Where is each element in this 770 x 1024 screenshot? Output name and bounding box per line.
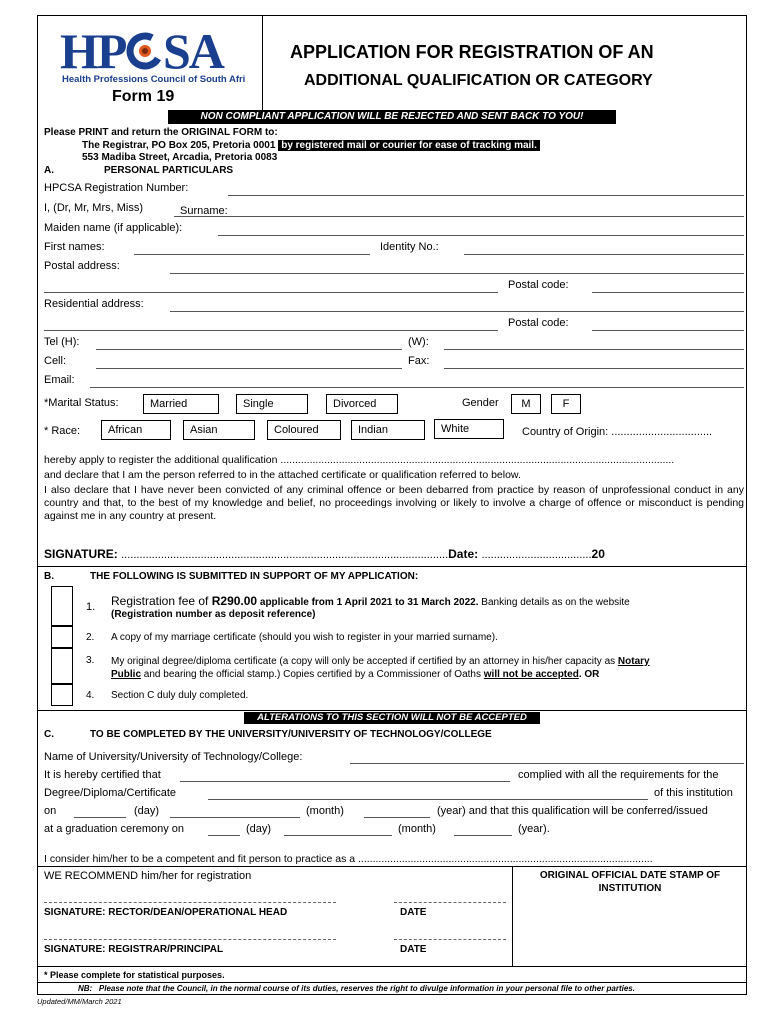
on-label: on [44, 805, 57, 817]
section-c-letter: C. [44, 729, 54, 740]
degree-field[interactable] [208, 799, 648, 800]
section-b-title: THE FOLLOWING IS SUBMITTED IN SUPPORT OF MY APPLICATION: [90, 571, 419, 582]
item-1-text [111, 594, 630, 608]
frame-top [37, 15, 747, 16]
degree-label: Degree/Diploma/Certificate [44, 787, 177, 799]
marital-label: *Marital Status: [44, 397, 119, 409]
race-option-white[interactable]: White [434, 419, 504, 439]
nb-text: Please note that the Council, in the normal course of its duties, reserves the right to divulge information in your personal file to other parties. [98, 984, 635, 993]
race-option-coloured[interactable]: Coloured [267, 420, 341, 440]
gender-option-f[interactable]: F [551, 394, 581, 414]
notary-word: Notary [617, 656, 650, 667]
gender-option-m[interactable]: M [511, 394, 541, 414]
conferred-year-field[interactable] [364, 817, 430, 818]
competent-person-text[interactable]: I consider him/her to be a competent and fit person to practice as a ..................................................................................................... [44, 853, 653, 865]
race-option-african[interactable]: African [101, 420, 171, 440]
item-1-number: 1. [86, 601, 96, 613]
item-3-or: . OR [578, 669, 600, 680]
signature-row [44, 547, 605, 561]
ceremony-day-field[interactable] [208, 835, 240, 836]
item-4-number: 4. [86, 690, 95, 701]
postal-code-field-2[interactable] [592, 330, 744, 331]
residential-field-1[interactable] [170, 311, 744, 312]
hpcsa-logo [60, 24, 245, 91]
statistical-note: * Please complete for statistical purposes. [44, 970, 225, 980]
tel-work-label: (W): [408, 336, 429, 348]
university-name-label: Name of University/University of Technology/College: [44, 751, 303, 763]
updated-note: Updated/MM/March 2021 [37, 997, 122, 1006]
marital-option-divorced[interactable]: Divorced [326, 394, 398, 414]
item-3-number: 3. [86, 655, 95, 666]
checkbox-item-1[interactable] [51, 586, 73, 626]
registrar-address [82, 140, 540, 151]
item-3-text [111, 655, 741, 681]
return-instruction: Please PRINT and return the ORIGINAL FORM to: [44, 127, 278, 138]
tel-work-field[interactable] [444, 349, 744, 350]
registration-fee: R290.00 [211, 594, 258, 608]
race-option-asian[interactable]: Asian [183, 420, 255, 440]
postal-address-field-1[interactable] [170, 273, 744, 274]
noncompliant-banner: NON COMPLIANT APPLICATION WILL BE REJECTED AND SENT BACK TO YOU! [168, 110, 616, 124]
rector-date-line[interactable] [394, 902, 506, 903]
ceremony-month-field[interactable] [284, 835, 392, 836]
rector-signature-label: SIGNATURE: RECTOR/DEAN/OPERATIONAL HEAD [44, 907, 288, 918]
postal-code-field[interactable] [592, 292, 744, 293]
not-accepted-text: will not be accepted [483, 669, 579, 680]
declaration-line1: and declare that I am the person referred to in the attached certificate or qualification referred to below. [44, 469, 521, 481]
maiden-label: Maiden name (if applicable): [44, 222, 183, 234]
ceremony-day-label: (day) [246, 823, 272, 835]
email-label: Email: [44, 374, 75, 386]
gender-label: Gender [462, 397, 499, 409]
surname-field[interactable] [174, 216, 744, 217]
checkbox-item-3[interactable] [51, 648, 73, 684]
form-title-line1: APPLICATION FOR REGISTRATION OF AN [290, 42, 654, 62]
email-field[interactable] [90, 387, 744, 388]
of-institution-label: of this institution [654, 787, 733, 799]
registrar-signature-label: SIGNATURE: REGISTRAR/PRINCIPAL [44, 944, 224, 955]
tel-home-label: Tel (H): [44, 336, 80, 348]
item-1-line2: (Registration number as deposit reference) [111, 609, 316, 620]
rector-date-label: DATE [400, 907, 427, 918]
registrar-po-box: The Registrar, PO Box 205, Pretoria 0001 [82, 140, 276, 151]
day-label: (day) [134, 805, 160, 817]
first-names-label: First names: [44, 241, 105, 253]
tel-home-field[interactable] [96, 349, 402, 350]
form-number: Form 19 [112, 88, 175, 105]
maiden-field[interactable] [218, 235, 744, 236]
item-3-part1: My original degree/diploma certificate (a copy will only be accepted if certified by an attorney in his/her capacity as [111, 656, 618, 667]
item-1-period: applicable from 1 April 2021 to 31 March 2022. [257, 597, 479, 608]
recommend-text: WE RECOMMEND him/her for registration [44, 870, 252, 882]
apply-qualification-text[interactable]: hereby apply to register the additional qualification ....................................................................................................................................... [44, 454, 675, 466]
postal-address-field-2[interactable] [44, 292, 498, 293]
marital-option-married[interactable]: Married [143, 394, 219, 414]
declaration-paragraph: I also declare that I have never been convicted of any criminal offence or been debarred from practice by reason of unprofessional conduct in any country and that, to the best of my knowledge and belief, no proceedings involving or likely to involve a charge of offence or misconduct is pending against me in any country at present. [44, 484, 744, 522]
divider-recommend [37, 866, 747, 867]
year-conferred-label: (year) and that this qualification will be conferred/issued [437, 805, 708, 817]
candidate-name-field[interactable] [180, 781, 510, 782]
marital-option-single[interactable]: Single [236, 394, 308, 414]
identity-label: Identity No.: [380, 241, 439, 253]
postal-address-label: Postal address: [44, 260, 120, 272]
date-field[interactable]: .................................... [481, 549, 592, 561]
alterations-banner: ALTERATIONS TO THIS SECTION WILL NOT BE ACCEPTED [244, 712, 540, 724]
item-4-text: Section C duly duly completed. [111, 690, 249, 701]
postal-code-label-2: Postal code: [508, 317, 569, 329]
university-name-field[interactable] [350, 763, 744, 764]
checkbox-item-2[interactable] [51, 626, 73, 648]
checkbox-item-4[interactable] [51, 684, 73, 706]
logo-graphic [60, 24, 245, 86]
cell-field[interactable] [96, 368, 402, 369]
fax-field[interactable] [444, 368, 744, 369]
public-word: Public [111, 669, 142, 680]
item-2-number: 2. [86, 632, 95, 643]
cell-label: Cell: [44, 355, 67, 367]
first-names-field[interactable] [134, 254, 370, 255]
section-a-title: PERSONAL PARTICULARS [104, 165, 234, 176]
mail-instruction: by registered mail or courier for ease of tracking mail. [278, 140, 540, 151]
complied-label: complied with all the requirements for the [518, 769, 719, 781]
item-2-text: A copy of my marriage certificate (should you wish to register in your married surname). [111, 632, 498, 643]
ceremony-month-label: (month) [398, 823, 436, 835]
surname-label: Surname: [180, 205, 228, 217]
svg-text:Health Professions Council of: Health Professions Council of South Africa [62, 74, 245, 85]
divider-b [37, 566, 747, 567]
date-label: Date: [448, 547, 479, 561]
reg-number-field[interactable] [228, 195, 744, 196]
registrar-date-line[interactable] [394, 939, 506, 940]
official-stamp-area: ORIGINAL OFFICIAL DATE STAMP OF INSTITUTION [539, 870, 721, 894]
fax-label: Fax: [408, 355, 430, 367]
conferred-month-field[interactable] [170, 817, 300, 818]
race-label: * Race: [44, 425, 81, 437]
form-title-line2: ADDITIONAL QUALIFICATION OR CATEGORY [304, 72, 653, 89]
month-label: (month) [306, 805, 344, 817]
section-b-letter: B. [44, 571, 54, 582]
ceremony-year-label: (year). [518, 823, 550, 835]
rector-signature-line[interactable] [44, 902, 336, 903]
registrar-date-label: DATE [400, 944, 427, 955]
street-address: 553 Madiba Street, Arcadia, Pretoria 0083 [82, 152, 278, 163]
signature-field[interactable]: ........................................................................................................... [121, 549, 449, 561]
date-year-prefix: 20 [591, 547, 605, 561]
divider-c [37, 710, 747, 711]
signature-label: SIGNATURE: [44, 547, 118, 561]
reg-number-label: HPCSA Registration Number: [44, 182, 189, 194]
stamp-divider [512, 866, 513, 966]
identity-field[interactable] [464, 254, 744, 255]
residential-field-2[interactable] [44, 330, 498, 331]
title-label: I, (Dr, Mr, Mrs, Miss) [44, 202, 143, 214]
svg-text:HP: HP [60, 24, 126, 79]
ceremony-year-field[interactable] [454, 835, 512, 836]
frame-right [746, 15, 747, 982]
country-of-origin[interactable]: Country of Origin: ................................. [522, 426, 713, 438]
ceremony-label: at a graduation ceremony on [44, 823, 185, 835]
nb-label: NB: [78, 984, 93, 993]
frame-left [37, 15, 38, 982]
item-1-pre: Registration fee of [111, 594, 212, 608]
registrar-signature-line[interactable] [44, 939, 336, 940]
race-option-indian[interactable]: Indian [351, 420, 425, 440]
certified-label: It is hereby certified that [44, 769, 161, 781]
conferred-day-field[interactable] [74, 817, 126, 818]
section-a-letter: A. [44, 165, 54, 176]
nb-notice [37, 983, 747, 995]
postal-code-label: Postal code: [508, 279, 569, 291]
section-c-title: TO BE COMPLETED BY THE UNIVERSITY/UNIVERSITY OF TECHNOLOGY/COLLEGE [90, 729, 492, 740]
item-3-part2: and bearing the official stamp.) Copies certified by a Commissioner of Oaths [141, 669, 484, 680]
residential-label: Residential address: [44, 298, 144, 310]
header-divider [262, 15, 263, 110]
svg-text:SA: SA [163, 24, 223, 79]
item-1-banking: Banking details as on the website [478, 597, 630, 608]
divider-footer [37, 966, 747, 967]
